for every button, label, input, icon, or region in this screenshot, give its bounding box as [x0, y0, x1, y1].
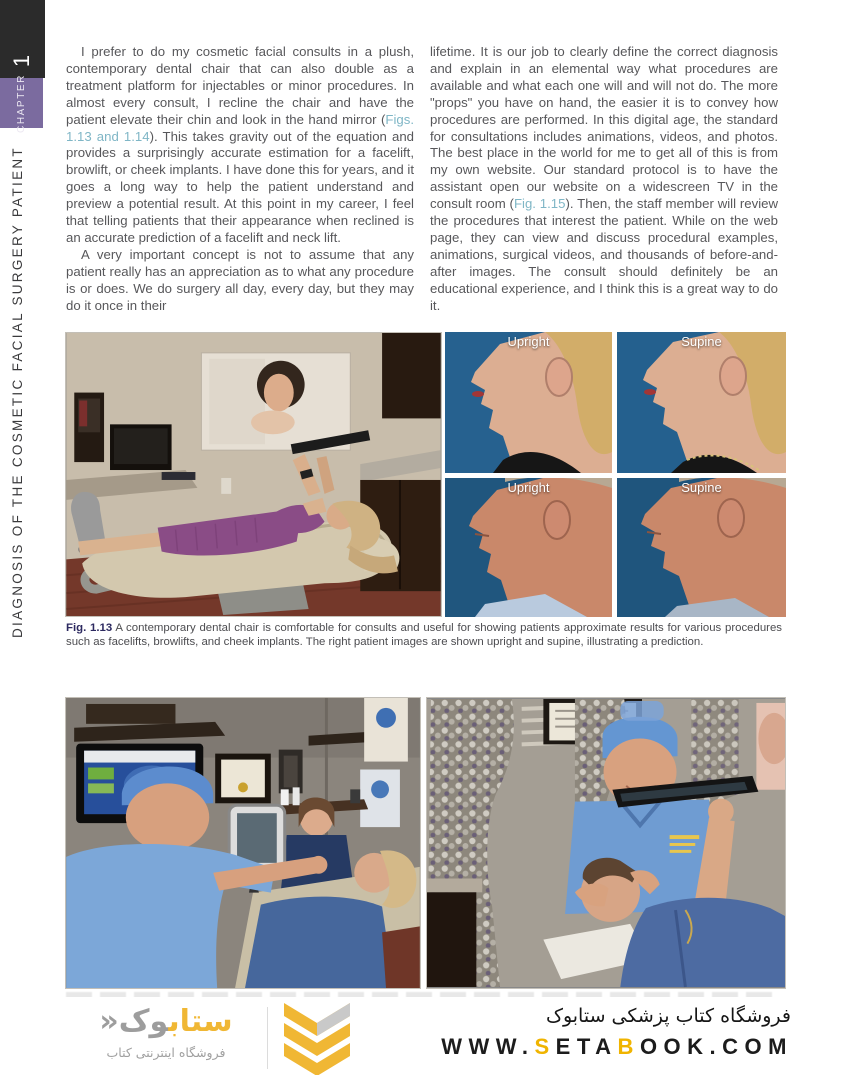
chapter-label-block — [0, 73, 43, 133]
article-columns — [66, 44, 778, 315]
right-column — [430, 44, 778, 315]
setabook-wordmark — [75, 1005, 257, 1039]
photo-consult-with-assistant — [65, 697, 421, 989]
photo-dental-chair-room — [65, 332, 442, 617]
setabook-url-link[interactable] — [427, 1034, 793, 1060]
panel-label: Upright — [507, 480, 550, 495]
panel-label: Supine — [681, 480, 722, 495]
logo-divider — [267, 1007, 268, 1069]
panel-male-supine — [617, 478, 786, 617]
panel-label: Supine — [681, 334, 722, 349]
chevron-logo-icon — [280, 1003, 354, 1080]
wordmark-gray-part: وک — [118, 1004, 169, 1039]
figure-caption-label: Fig. 1.13 — [66, 622, 113, 634]
text-segment: ). Then, the staff member will review the procedures that interest the patient. While on the web page, they can view and discuss procedural examples, animations, surgical videos, and thousands of before-and-after images. The consult should definitely be an educational experience, and I think this is a great way to do it. — [430, 196, 778, 313]
male-profile-illustration — [445, 478, 612, 617]
logo-subtitle: فروشگاه اینترنتی کتاب — [106, 1045, 226, 1060]
figure-1-13-caption — [66, 622, 782, 650]
female-profile-illustration — [617, 332, 786, 473]
text-segment: lifetime. It is our job to clearly define the correct diagnosis and explain in an elemental way what procedures are available and what each one will and will not do. The more "props" you have on hand, the easier it is to convey how procedures are performed. In this digital age, the standard for consultations includes animations, videos, and photos. The best place in the world for me to get all of this is from my own website. Our standard protocol is to have the assistant open our website on a widescreen TV in the consult room ( — [430, 44, 778, 212]
male-profile-illustration — [617, 478, 786, 617]
text-segment: OOK.COM — [639, 1034, 793, 1059]
text-segment: ETA — [555, 1034, 618, 1059]
paragraph — [430, 44, 778, 315]
figure-1-13 — [65, 332, 786, 617]
figure-1-14 — [65, 697, 786, 989]
url-highlight-letter: S — [534, 1034, 556, 1059]
wordmark-yellow-part: ستاب — [168, 1004, 233, 1039]
figure-reference-link[interactable]: Fig. 1.15 — [513, 196, 566, 212]
text-segment: I prefer to do my cosmetic facial consults in a plush, contemporary dental chair that can also double as a treatment platform for injectables or minor procedures. In almost every consult, I recline the chair and have the patient elevate their chin and look in the hand mirror ( — [66, 44, 414, 127]
panel-female-upright — [445, 332, 612, 473]
figure-caption-text: A contemporary dental chair is comfortable for consults and useful for showing patients approximate results for various procedures such as facelifts, browlifts, and cheek implants. The right patient images are shown upright and supine, illustrating a prediction. — [66, 622, 782, 648]
consult-room-illustration — [66, 698, 420, 988]
url-highlight-letter: B — [617, 1034, 640, 1059]
chapter-number: 1 — [9, 54, 35, 68]
panel-label: Upright — [507, 334, 550, 349]
footer-right-block — [427, 1005, 793, 1060]
female-profile-illustration — [445, 332, 612, 473]
panel-male-upright — [445, 478, 612, 617]
paragraph — [66, 44, 414, 247]
mirror-exam-illustration — [427, 698, 785, 988]
chapter-label: CHAPTER — [16, 73, 27, 133]
dental-chair-illustration — [66, 333, 441, 616]
setabook-footer — [0, 997, 845, 1080]
text-segment: WWW. — [441, 1034, 535, 1059]
photo-supine-mirror-exam — [426, 697, 786, 989]
panel-female-supine — [617, 332, 786, 473]
paragraph: A very important concept is not to assume that any patient really has an appreciation as to what any procedure is or does. We do surgery all day, every day, but they may do it once in their — [66, 246, 414, 313]
footer-tagline-farsi: فروشگاه کتاب پزشکی ستابوک — [545, 1005, 791, 1027]
figure-reference-link[interactable]: Figs. 1.13 and 1.14 — [66, 111, 414, 144]
setabook-logo[interactable] — [75, 1003, 340, 1075]
chapter-number-block — [0, 0, 45, 78]
left-column — [66, 44, 414, 315]
chapter-title-vertical: DIAGNOSIS OF THE COSMETIC FACIAL SURGERY PATIENT — [10, 146, 25, 638]
patient-comparison-grid — [445, 332, 786, 617]
wordmark-guillemet: « — [99, 1004, 119, 1039]
text-segment: ). This takes gravity out of the equation and provides a surprisingly accurate estimation for a facelift, browlift, or cheek implants. I have done this for years, and it goes a long way to help the patient understand and preview a potential result. At this point in my career, I feel that telling patients that their appearance when reclined is an accurate prediction of a facelift and neck lift. — [66, 128, 415, 245]
